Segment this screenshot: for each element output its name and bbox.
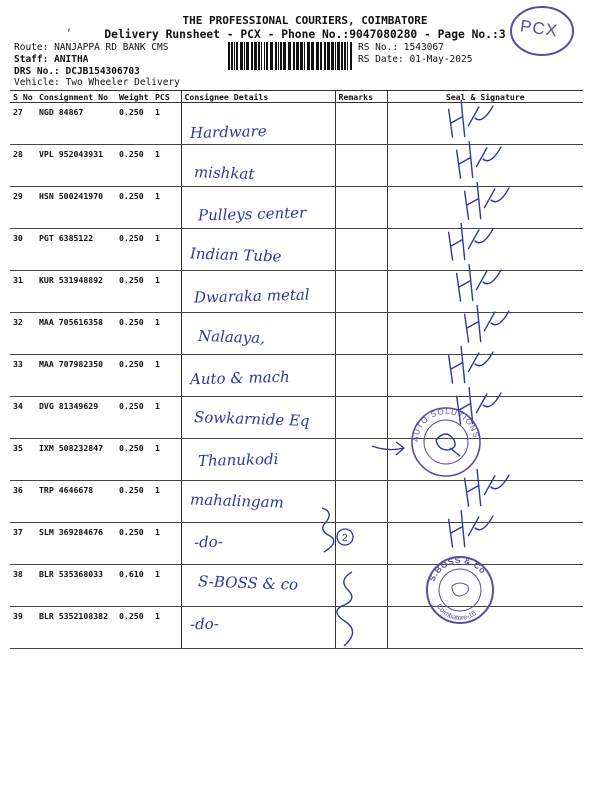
staff-label: Staff: (14, 54, 49, 65)
cell-pcs: 1 (152, 607, 181, 649)
cell-consignment: TRP 4646678 (36, 481, 116, 523)
cell-consignment: DVG 81349629 (36, 397, 116, 439)
cell-weight: 0.250 (116, 271, 152, 313)
signature-mark (445, 217, 497, 262)
signature-mark (461, 299, 513, 344)
consignee-handwriting: Auto & mach (189, 367, 290, 389)
svg-text:Coimbatore-16 (435, 603, 478, 622)
col-seal-signature: Seal & Signature (387, 91, 583, 103)
cell-sno: 34 (10, 397, 36, 439)
consignee-handwriting: Sowkarnide Eq (193, 407, 310, 431)
cell-sno: 29 (10, 187, 36, 229)
cell-weight: 0.250 (116, 397, 152, 439)
rs-number-label: RS No.: (358, 42, 399, 53)
cell-consignment: IXM 508232847 (36, 439, 116, 481)
consignee-handwriting: Pulleys center (197, 203, 307, 225)
consignee-handwriting: Dwaraka metal (193, 285, 310, 307)
cell-consignment: BLR 5352108382 (36, 607, 116, 649)
cell-sno: 36 (10, 481, 36, 523)
signature-mark (461, 463, 513, 508)
cell-consignment: KUR 531948892 (36, 271, 116, 313)
signature-mark (453, 258, 505, 303)
consignee-handwriting: mahalingam (189, 490, 285, 512)
cell-weight: 0.250 (116, 607, 152, 649)
auto-solutions-stamp (411, 407, 481, 476)
cell-sno: 38 (10, 565, 36, 607)
cell-consignment: BLR 535368033 (36, 565, 116, 607)
drs-label: DRS No.: (14, 66, 60, 77)
cell-weight: 0.250 (116, 145, 152, 187)
cell-pcs: 1 (152, 481, 181, 523)
signature-mark (461, 176, 513, 221)
cell-sno: 27 (10, 103, 36, 145)
cell-pcs: 1 (152, 397, 181, 439)
cell-pcs: 1 (152, 439, 181, 481)
cell-weight: 0.250 (116, 481, 152, 523)
cell-consignment: HSN 500241970 (36, 187, 116, 229)
cell-sno: 33 (10, 355, 36, 397)
rs-date-label: RS Date: (358, 54, 404, 65)
cell-weight: 0.250 (116, 523, 152, 565)
staff-value: ANITHA (54, 54, 89, 65)
cell-pcs: 1 (152, 271, 181, 313)
sboss-stamp-city: Coimbatore-16 (434, 603, 478, 623)
cell-pcs: 1 (152, 523, 181, 565)
col-consignee: Consignee Details (181, 91, 335, 103)
svg-text:AUTO SOLUTIONS (411, 407, 481, 442)
sboss-stamp-text: S.BOSS & Co (426, 554, 489, 583)
cell-sno: 31 (10, 271, 36, 313)
sboss-stamp (427, 555, 493, 623)
drs-value: DCJB154306703 (65, 66, 140, 77)
consignee-handwriting: -do- (193, 532, 224, 552)
pcx-stamp-text: PCX (518, 16, 560, 41)
rs-date-value: 01-May-2025 (409, 54, 473, 65)
consignee-handwriting: Thanukodi (197, 449, 279, 471)
cell-pcs: 1 (152, 313, 181, 355)
vehicle-label: Vehicle: (14, 77, 60, 88)
runsheet-subtitle: Delivery Runsheet - PCX - Phone No.:9047080280 - Page No.:3 (104, 28, 506, 41)
col-sno: S No (10, 91, 36, 103)
cell-sno: 37 (10, 523, 36, 565)
cell-weight: 0.250 (116, 103, 152, 145)
cell-consignment: MAA 707982350 (36, 355, 116, 397)
col-weight: Weight (116, 91, 152, 103)
cell-weight: 0.250 (116, 229, 152, 271)
signature-mark (445, 94, 497, 139)
circled-remark (337, 529, 353, 545)
remark-mark: 2 (342, 533, 348, 544)
col-remarks: Remarks (335, 91, 387, 103)
cell-consignment: SLM 369284676 (36, 523, 116, 565)
cell-pcs: 1 (152, 565, 181, 607)
signature-mark (445, 340, 497, 385)
cell-pcs: 1 (152, 103, 181, 145)
cell-sno: 28 (10, 145, 36, 187)
brace-mark-1 (322, 508, 334, 552)
consignee-handwriting: mishkat (193, 162, 255, 184)
company-title: THE PROFESSIONAL COURIERS, COIMBATORE (182, 14, 428, 27)
signature-mark (453, 135, 505, 180)
cell-pcs: 1 (152, 355, 181, 397)
cell-sno: 35 (10, 439, 36, 481)
cell-weight: 0.250 (116, 439, 152, 481)
signature-mark (445, 504, 497, 549)
auto-stamp-text: AUTO SOLUTIONS (410, 406, 481, 443)
cell-consignment: VPL 952043931 (36, 145, 116, 187)
brace-mark-2 (337, 572, 353, 646)
cell-pcs: 1 (152, 229, 181, 271)
cell-consignment: NGD 84867 (36, 103, 116, 145)
col-pcs: PCS (152, 91, 181, 103)
consignee-handwriting: Nalaaya, (197, 326, 266, 348)
cell-weight: 0.250 (116, 313, 152, 355)
consignee-handwriting: Hardware (189, 121, 267, 143)
cell-sno: 39 (10, 607, 36, 649)
consignee-handwriting: Indian Tube (189, 244, 282, 266)
cell-pcs: 1 (152, 187, 181, 229)
tick-mark: , (66, 22, 73, 33)
cell-consignment: MAA 705616358 (36, 313, 116, 355)
cell-weight: 0.250 (116, 187, 152, 229)
arrow-mark (372, 442, 404, 455)
rs-number-value: 1543067 (403, 42, 444, 53)
cell-weight: 0.610 (116, 565, 152, 607)
route-value: NANJAPPA RD BANK CMS (54, 42, 169, 53)
vehicle-value: Two Wheeler Delivery (65, 77, 180, 88)
consignee-handwriting: S-BOSS & co (197, 572, 299, 594)
consignee-handwriting: -do- (189, 614, 220, 634)
cell-consignment: PGT 6385122 (36, 229, 116, 271)
col-consignment: Consignment No (36, 91, 116, 103)
cell-sno: 30 (10, 229, 36, 271)
route-label: Route: (14, 42, 49, 53)
cell-pcs: 1 (152, 145, 181, 187)
cell-sno: 32 (10, 313, 36, 355)
cell-weight: 0.250 (116, 355, 152, 397)
